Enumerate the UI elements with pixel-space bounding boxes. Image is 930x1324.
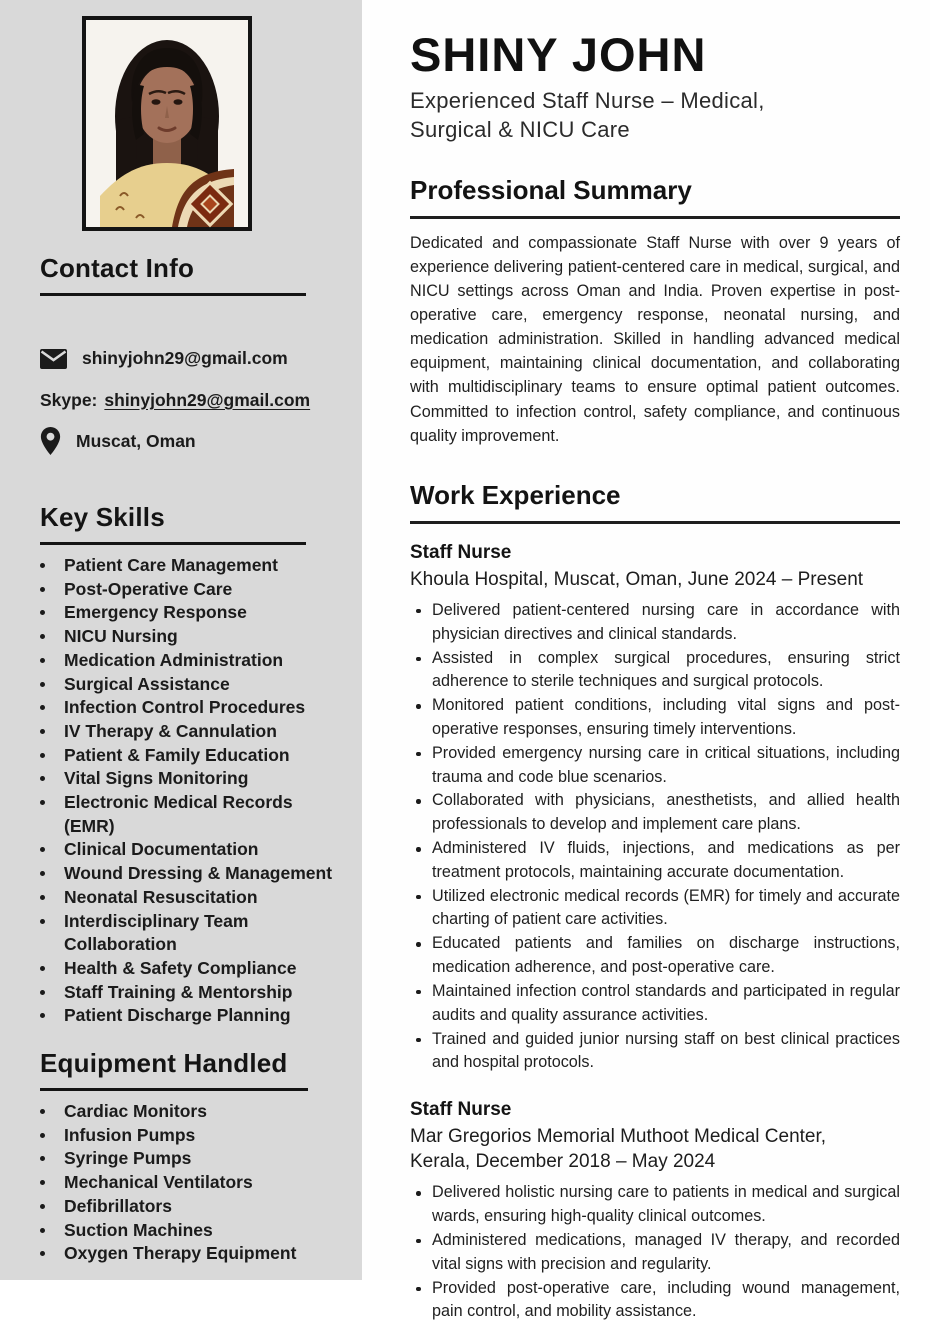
contact-section <box>0 253 362 455</box>
skype-link[interactable]: shinyjohn29@gmail.com <box>104 390 311 410</box>
skill-item: IV Therapy & Cannulation <box>64 720 342 744</box>
job-bullet: Educated patients and families on discharge instructions, medication adherence, and post-operative care. <box>432 932 900 980</box>
skill-item: Patient Care Management <box>64 554 342 578</box>
job-meta <box>410 1124 900 1174</box>
job-bullet: Maintained infection control standards and participated in regular audits and quality assurance activities. <box>432 980 900 1028</box>
candidate-title-line2: Surgical & NICU Care <box>410 116 630 142</box>
skill-item: Patient & Family Education <box>64 744 342 768</box>
equipment-list <box>0 1100 362 1266</box>
job-meta: Khoula Hospital, Muscat, Oman, June 2024 – Present <box>410 568 864 590</box>
equipment-item: Defibrillators <box>64 1195 342 1219</box>
job-entry <box>410 1099 900 1324</box>
skill-item: Staff Training & Mentorship <box>64 981 342 1005</box>
location-text: Muscat, Oman <box>76 430 196 451</box>
skill-item: Patient Discharge Planning <box>64 1004 342 1028</box>
job-bullet: Monitored patient conditions, including vital signs and post-operative responses, ensuring timely interventions. <box>432 694 900 742</box>
skill-item: Emergency Response <box>64 601 342 625</box>
equipment-item: Suction Machines <box>64 1219 342 1243</box>
contact-heading: Contact Info <box>40 253 306 296</box>
location-pin-icon <box>40 427 61 455</box>
work-experience-heading: Work Experience <box>410 480 900 524</box>
main-content <box>362 0 930 1321</box>
skill-item: Post-Operative Care <box>64 578 342 602</box>
envelope-icon <box>40 349 67 369</box>
key-skills-heading: Key Skills <box>40 502 306 545</box>
equipment-section <box>0 1048 362 1266</box>
job-title: Staff Nurse <box>410 1099 512 1121</box>
job-meta-line2: Kerala, December 2018 – May 2024 <box>410 1151 716 1173</box>
key-skills-section <box>0 502 362 1028</box>
skill-item: NICU Nursing <box>64 625 342 649</box>
equipment-item: Mechanical Ventilators <box>64 1171 342 1195</box>
equipment-item: Infusion Pumps <box>64 1124 342 1148</box>
job-bullet: Administered IV fluids, injections, and medications as per treatment protocols, maintaining accurate documentation. <box>432 837 900 885</box>
professional-summary-section <box>410 175 900 448</box>
equipment-item: Oxygen Therapy Equipment <box>64 1242 342 1266</box>
skill-item: Surgical Assistance <box>64 673 342 697</box>
skill-item: Interdisciplinary Team Collaboration <box>64 910 342 957</box>
job-meta-line1: Mar Gregorios Memorial Muthoot Medical Center, <box>410 1126 827 1148</box>
candidate-name: SHINY JOHN <box>410 28 707 81</box>
key-skills-list <box>0 554 362 1028</box>
job-bullet-list <box>410 1181 900 1324</box>
skill-item: Infection Control Procedures <box>64 696 342 720</box>
job-bullet: Delivered holistic nursing care to patients in medical and surgical wards, ensuring high-quality clinical outcomes. <box>432 1181 900 1229</box>
skill-item: Vital Signs Monitoring <box>64 767 342 791</box>
skill-item: Clinical Documentation <box>64 838 342 862</box>
skill-item: Health & Safety Compliance <box>64 957 342 981</box>
skill-item: Neonatal Resuscitation <box>64 886 342 910</box>
job-bullet: Provided post-operative care, including wound management, pain control, and mobility assistance. <box>432 1277 900 1324</box>
equipment-heading: Equipment Handled <box>40 1048 308 1091</box>
job-entry <box>410 542 900 1075</box>
candidate-title-line1: Experienced Staff Nurse – Medical, <box>410 88 765 114</box>
job-bullet: Utilized electronic medical records (EMR) for timely and accurate charting of patient care activities. <box>432 885 900 933</box>
profile-photo <box>82 16 252 231</box>
skill-item: Electronic Medical Records (EMR) <box>64 791 342 838</box>
professional-summary-heading: Professional Summary <box>410 175 900 219</box>
equipment-item: Syringe Pumps <box>64 1147 342 1171</box>
equipment-item: Cardiac Monitors <box>64 1100 342 1124</box>
skill-item: Wound Dressing & Management <box>64 862 342 886</box>
portrait-photo-illustration <box>86 20 248 227</box>
skype-row <box>40 390 362 411</box>
work-experience-section <box>410 480 900 1324</box>
job-bullet: Assisted in complex surgical procedures, ensuring strict adherence to sterile techniques and surgical protocols. <box>432 647 900 695</box>
email-text: shinyjohn29@gmail.com <box>82 348 288 368</box>
email-row <box>40 348 362 369</box>
job-bullet: Trained and guided junior nursing staff on best clinical practices and hospital protocols. <box>432 1028 900 1076</box>
skype-label: Skype: <box>40 390 98 410</box>
job-bullet: Administered medications, managed IV therapy, and recorded vital signs with precision and regularity. <box>432 1229 900 1277</box>
sidebar <box>0 0 362 1280</box>
job-bullet: Delivered patient-centered nursing care in accordance with physician directives and clinical standards. <box>432 599 900 647</box>
professional-summary-text: Dedicated and compassionate Staff Nurse with over 9 years of experience delivering patient-centered care in medical, surgical, and NICU settings across Oman and India. Proven expertise in post-operative care, emergency response, neonatal nursing, and medication administration. Skilled in handling advanced medical equipment, maintaining clinical documentation, and collaborating with multidisciplinary teams to ensure optimal patient outcomes. Committed to infection control, safety compliance, and continuous quality improvement. <box>410 233 900 445</box>
job-bullet: Collaborated with physicians, anesthetists, and allied health professionals to develop and implement care plans. <box>432 789 900 837</box>
candidate-title <box>410 87 900 144</box>
job-bullet: Provided emergency nursing care in critical situations, including trauma and code blue scenarios. <box>432 742 900 790</box>
job-title: Staff Nurse <box>410 541 512 563</box>
location-row <box>40 427 362 455</box>
skill-item: Medication Administration <box>64 649 342 673</box>
job-bullet-list <box>410 599 900 1075</box>
